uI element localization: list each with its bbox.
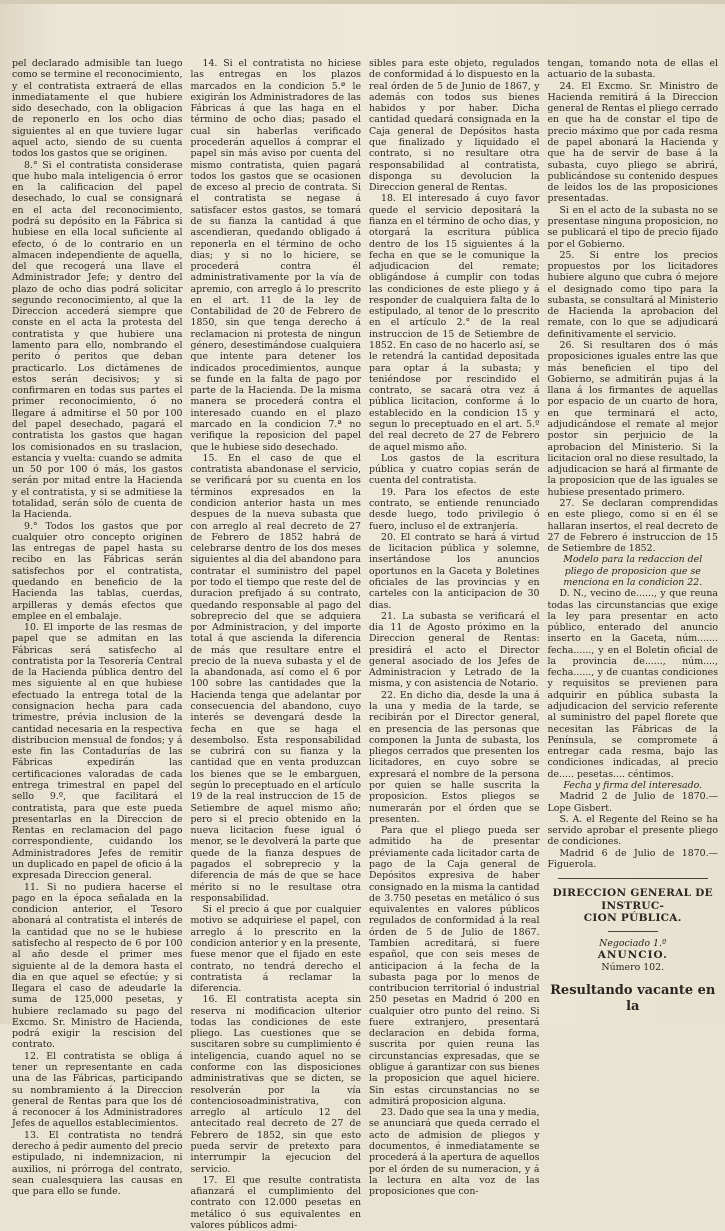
paragraph: S. A. el Regente del Reino se ha servido aprobar el presente pliego de condiciones.: [547, 813, 718, 848]
paragraph: 27. Se declaran comprendidas en este pliego, como si en él se hallaran insertos, el real decreto de 27 de Febrero é instruccion de 15 de Setiembre de 1852.: [547, 497, 718, 555]
paragraph: 26. Si resultaren dos ó más proposiciones iguales entre las que más beneficien el tipo del Gobierno, se admitirán pujas á la llana á los firmantes de aquellas por espacio de un cuarto de hora, en que terminará el acto, adjudicándose el remate al mejor postor sin perjuicio de la aprobacion del Ministerio. Si la licitacion oral no diese resultado, la adjudicacion se hará al firmante de la proposicion que de las iguales se hubiese presentado primero.: [547, 340, 718, 498]
column-4: [548, 58, 719, 1018]
paragraph: 18. El interesado á cuyo favor quede el servicio depositará la fianza en el término de ocho dias, y otorgará la escritura pública dentro de los 15 siguientes á la fecha en que se le comunique la adjudicacion del remate; obligándose á cumplir con todas las condiciones de este pliego y á responder de cualquiera falta de lo estipulado, al tenor de lo prescrito en el artículo 2.° de la real instruccion de 15 de Setiembre de 1852. En caso de no hacerlo así, se le retendrá la cantidad depositada para optar á la subasta; y teniéndose por rescindido el contrato, se sacará otra vez á pública licitacion, conforme á lo establecido en la condicion 15 y segun lo preceptuado en el art. 5.º del real decreto de 27 de Febrero de aquel mismo año.: [369, 193, 540, 453]
numero-label: Número 102.: [601, 961, 665, 973]
paragraph: Fecha y firma del interesado.: [563, 780, 703, 791]
paragraph: 10. El importe de las resmas de papel que se admitan en las Fábricas será satisfecho al contratista por la Tesorería Central de la Hacienda pública dentro del mes siguiente al en que hubiese efectuado la entrega total de la consignacion hecha para cada trimestre, prévia inclusion de la cantidad necesaria en la respectiva distribucion mensual de fondos; y á este fin las Contadurías de las Fábricas expedirán las certificaciones valoradas de cada entrega trimestral en papel del sello 9.º, que facilitará el contratista, para que este pueda presentarlas en la Direccion de Rentas en reclamacion del pago correspondiente, cuidando los Administradores Jefes de remitir un duplicado en papel de oficio á la expresada Direccion general.: [12, 622, 183, 882]
paragraph: 17. El que resulte contratista afianzará el cumplimiento del contrato con 12.000 pesetas en metálico ó sus equivalentes en valores públicos admi-: [190, 1174, 361, 1231]
paragraph: Los gastos de la escritura pública y cuatro copias serán de cuenta del contratista.: [369, 452, 540, 487]
column-4-body: [548, 58, 719, 870]
negociado-label: Negociado 1.º: [599, 938, 667, 950]
column-2: [190, 58, 362, 1231]
paragraph: tengan, tomando nota de ellas el actuario de la subasta.: [547, 58, 718, 81]
paragraph: D. N., vecino de......, y que reuna todas las circunstancias que exige la ley para presentar en acto público, enterado del anuncio inserto en la Gaceta, núm....... fecha......, y en el Boletin oficial de la provincia de......, núm...., fecha......, y de cuantas condiciones y requisitos se previenen para adquirir en pública subasta la adjudicacion del servicio referente al suministro del papel florete que necesitan las Fábricas de la Península, se compromete á entregar cada resma, bajo las condiciones indicadas, al precio de..... pesetas.... céntimos.: [547, 588, 718, 780]
anuncio-label: ANUNCIO.: [597, 949, 668, 962]
paragraph: Madrid 6 de Julio de 1870.—Figuerola.: [547, 847, 718, 870]
paragraph: 12. El contratista se obliga á tener un representante en cada una de las Fábricas, participando su nombramiento á la Direccion general de Rentas para que los dé á reconocer á los Administradores Jefes de aquellos establecimientos.: [12, 1050, 183, 1130]
paragraph: 13. El contratista no tendrá derecho á pedir aumento del precio estipulado, ni indemnizacion, ni auxilios, ni prórroga del contrato, sean cualesquiera las causas en que para ello se funde.: [12, 1129, 183, 1198]
column-1: [12, 58, 183, 1198]
paragraph: 20. El contrato se hará á virtud de licitacion pública y solemne, insertándose los anuncios oportunos en la Gaceta y Boletines oficiales de las provincias y en carteles con la anticipacion de 30 dias.: [369, 531, 540, 611]
paragraph: Si el precio á que por cualquier motivo se adquiriese el papel, con arreglo á lo prescrito en la condicion anterior y en la presente, fuese menor que el fijado en este contrato, no tendrá derecho el contratista á reclamar la diferencia.: [190, 904, 361, 995]
paragraph: 15. En el caso de que el contratista abandonase el servicio, se verificará por su cuenta en los términos expresados en la condicion anterior hasta un mes despues de la nueva subasta que con arreglo al real decreto de 27 de Febrero de 1852 habrá de celebrarse dentro de los dos meses siguientes al dia del abandono para contratar el suministro del papel por todo el tiempo que reste del de duracion prefijado á su contrato, quedando responsable al pago del sobreprecio del que se adquiera por Administracion, y del importe total á que ascienda la diferencia de más que resultare entre el precio de la nueva subasta y el de la abandonada, así como el 6 por 100 sobre las cantidades que la Hacienda tenga que adelantar por consecuencia del abandono, cuyo interés se devengará desde la fecha en que se haga el desembolso. Esta responsabilidad se cubrirá con su fianza y la cantidad que en venta produzcan los bienes que se le embarguen, según lo preceptuado en el artículo 19 de la real instruccion de 15 de Setiembre de aquel mismo año; pero si el precio obtenido en la nueva licitacion fuese igual ó menor, se le devolverá la parte que quede de la fianza despues de pagados el sobreprecio y la diferencia de más de que se hace mérito si no le resultase otra responsabilidad.: [190, 452, 361, 904]
paragraph: pel declarado admisible tan luego como se termine el reconocimiento, y el contratista extraerá de ellas inmediatamente el que hubiere sido desechado, con la obligacion de reponerlo en los ocho dias siguientes al en que tuviere lugar aquel acto, siendo de su cuenta todos los gastos que se originen.: [12, 58, 183, 160]
text-columns: [12, 58, 718, 1231]
paragraph: Para que el pliego pueda ser admitido ha de presentar préviamente cada licitador carta de pago de la Caja general de Depósitos expresiva de haber consignado en la misma la cantidad de 3.750 pesetas en metálico ó sus equivalentes en valores públicos regulados de conformidad á la real órden de 5 de Julio de 1867. Tambien acreditará, si fuere español, que con seis meses de anticipacion á la fecha de la subasta paga por lo menos de contribucion territorial ó industrial 250 pesetas en Madrid ó 200 en cualquier otro punto del reino. Si fuere extranjero, presentará declaracion en debida forma, suscrita por quien reuna las circunstancias expresadas, que se obligue á garantizar con sus bienes la proposicion que aquel hiciere. Sin estas circunstancias no se admitirá proposicion alguna.: [369, 825, 540, 1107]
paragraph: 22. En dicho dia, desde la una á la una y media de la tarde, se recibirán por el Director general, en presencia de las personas que componen la Junta de subasta, los pliegos cerrados que presenten los licitadores, en cuyo sobre se expresará el nombre de la persona por quien se halle suscrita la proposicion. Estos pliegos se numerarán por el órden que se presenten.: [369, 689, 540, 825]
section-heading: DIRECCION GENERAL DE INSTRUC- CION PÚBLICA.: [552, 887, 713, 925]
paragraph: 8.° Si el contratista considerase que hubo mala inteligencia ó error en la calificacion del papel desechado, lo cual se consignará en el acta del reconocimiento, podrá su depósito en la Fábrica si hubiese en ella local suficiente al efecto, ó de lo contrario en un almacen independiente de aquella, del que recogerá una llave el Administrador Jefe; y dentro del plazo de ocho dias podrá solicitar segundo reconocimiento, al que la Direccion accederá siempre que conste en el acta la protesta del contratista y que hubiere una lamento para ello, nombrando el perito ó peritos que deban practicarlo. Los dictámenes de estos serán decisivos; y si confirmaren en todas sus partes el primer reconocimiento, ó no llegare á admitirse el 50 por 100 del papel desechado, pagará el contratista los gastos que hagan los comisionados en su traslacion, estancia y vuelta: cuando se admita un 50 por 100 ó más, los gastos serán por mitad entre la Hacienda y el contratista, y si se admitiese la totalidad, serán sólo de cuenta de la Hacienda.: [12, 159, 183, 521]
paragraph: 24. El Excmo. Sr. Ministro de Hacienda remitirá á la Direccion general de Rentas el pliego cerrado en que ha de constar el tipo de precio máximo que por cada resma de papel abonará la Hacienda y que ha de servir de base á la subasta, cuyo pliego se abrirá, publicándose su contenido despues de leidos los de las proposiciones presentadas.: [547, 80, 718, 205]
paragraph: 14. Si el contratista no hiciese las entregas en los plazos marcados en la condicion 5.ª le exigirán los Administradores de las Fábricas á que las haga en el término de ocho dias; pasado el cual sin haberlas verificado procederán aquellos á comprar el papel sin más aviso por cuenta del mismo contratista, quien pagará todos los gastos que se ocasionen de exceso al precio de contrata. Si el contratista se negase á satisfacer estos gastos, se tomará de su fianza la cantidad á que ascendieran, quedando obligado á reponerla en el término de ocho dias; y si no lo hiciere, se procederá contra él administrativamente por la vía de apremio, con arreglo á lo prescrito en el art. 11 de la ley de Contabilidad de 20 de Febrero de 1850, sin que tenga derecho á reclamacion ni protesta de ningun género, desestimándose cualquiera que intente para detener los indicados procedimientos, aunque se funde en la falta de pago por parte de la Hacienda. De la misma manera se procederá contra el interesado cuando en el plazo marcado en la condicion 7.ª no verifique la reposicion del papel que le hubiese sido desechado.: [190, 58, 361, 453]
paragraph: Si en el acto de la subasta no se presentase ninguna proposicion, no se publicará el tipo de precio fijado por el Gobierno.: [547, 204, 718, 250]
announcement-title: Resultando vacante en la: [550, 983, 716, 1014]
paragraph: sibles para este objeto, regulados de conformidad á lo dispuesto en la real órden de 5 de Junio de 1867, y además con todos sus bienes habidos y por haber. Dicha cantidad quedará consignada en la Caja general de Depósitos hasta que finalizado y liquidado el contrato, si no resultare otra responsabilidad al contratista, disponga su devolucion la Direccion general de Rentas.: [369, 58, 540, 194]
section-rule-short: [608, 931, 659, 932]
paragraph: 23. Dado que sea la una y media, se anunciará que queda cerrado el acto de admision de pliegos y documentos, é inmediatamente se procederá á la apertura de aquellos por el órden de su numeracion, y á la lectura en alta voz de las proposiciones que con-: [369, 1107, 540, 1198]
paragraph: 9.° Todos los gastos que por cualquier otro concepto originen las entregas de papel hasta su recibo en las Fábricas serán satisfechos por el contratista, quedando en beneficio de la Hacienda las tablas, cuerdas, arpilleras y demás efectos que emplee en el embalaje.: [12, 520, 183, 622]
paragraph: Modelo para la redaccion del pliego de proposicion que se menciona en la condicion 22.: [563, 554, 703, 588]
paragraph: Madrid 2 de Julio de 1870.—Lope Gisbert.: [547, 791, 718, 814]
column-3: [369, 58, 540, 1198]
paragraph: 16. El contratista acepta sin reserva ni modificacion ulterior todas las condiciones de este pliego. Las cuestiones que se suscitaren sobre su cumplimiento é inteligencia, cuando aquel no se conforme con las disposiciones administrativas que se dicten, se resolverán por la vía contenciosoadministrativa, con arreglo al artículo 12 del antecitado real decreto de 27 de Febrero de 1852, sin que esto pueda servir de pretexto para interrumpir la ejecucion del servicio.: [190, 994, 361, 1175]
section-rule: [558, 878, 709, 879]
paragraph: 11. Si no pudiera hacerse el pago en la época señalada en la condicion anterior, el Tesoro abonará al contratista el interés de la cantidad que no se le hubiese satisfecho al respecto de 6 por 100 al año desde el primer mes siguiente al de la demora hasta el dia en que aquel se efectúe; y si llegara el caso de adeudarle la suma de 125,000 pesetas, y hubiere reclamado su pago del Excmo. Sr. Ministro de Hacienda, podrá exigir la rescision del contrato.: [12, 881, 183, 1051]
paragraph: 25. Si entre los precios propuestos por los licitadores hubiere alguno que cubra ó mejore el designado como tipo para la subasta, se consultará al Ministerio de Hacienda la aprobacion del remate, con lo que se adjudicará definitivamente el servicio.: [547, 249, 718, 340]
paragraph: 21. La subasta se verificará el dia 11 de Agosto próximo en la Direccion general de Rentas: presidirá el acto el Director general asociado de los Jefes de Administracion y Letrado de la misma, y con asistencia de Notario.: [369, 610, 540, 690]
paragraph: 19. Para los efectos de este contrato, se entiende renunciado desde luego, todo privilegio ó fuero, incluso el de extranjería.: [369, 486, 540, 532]
page-top-edge: [0, 0, 725, 4]
